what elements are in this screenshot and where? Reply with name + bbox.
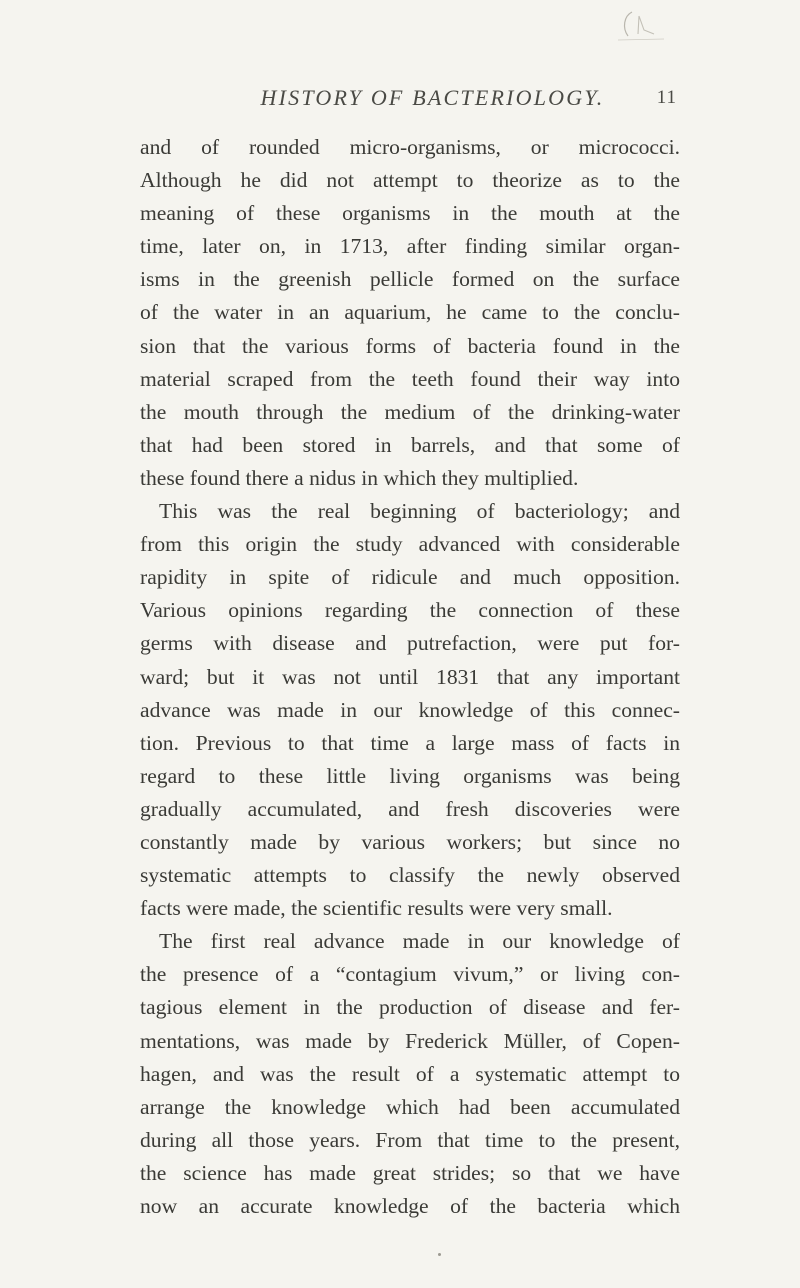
running-title: HISTORY OF BACTERIOLOGY. — [260, 85, 605, 110]
paper-speck — [438, 1253, 441, 1256]
text-line: sion that the various forms of bacteria found in the — [140, 333, 680, 358]
text-line: tion. Previous to that time a large mass of facts in — [140, 730, 680, 755]
text-line: the science has made great strides; so that we have — [140, 1160, 680, 1185]
text-line: gradually accumulated, and fresh discoveries were — [140, 796, 680, 821]
running-head — [140, 78, 677, 114]
text-line: rapidity in spite of ridicule and much opposition. — [140, 565, 680, 590]
text-line: material scraped from the teeth found their way into — [140, 366, 680, 391]
text-line: hagen, and was the result of a systematic attempt to — [140, 1061, 680, 1086]
text-line: now an accurate knowledge of the bacteria which — [140, 1194, 680, 1218]
text-line: the mouth through the medium of the drinking-water — [140, 399, 680, 424]
text-line: This was the real beginning of bacteriology; and — [159, 499, 680, 524]
text-line: isms in the greenish pellicle formed on the surface — [140, 267, 680, 292]
text-line: mentations, was made by Frederick Müller, of Copen- — [140, 1028, 680, 1053]
text-line: advance was made in our knowledge of this connec- — [140, 697, 680, 722]
text-line: germs with disease and putrefaction, were put for- — [140, 631, 680, 656]
body-text — [140, 131, 680, 1223]
text-line: facts were made, the scientific results were very small. — [140, 896, 613, 921]
text-line: during all those years. From that time to the present, — [140, 1127, 680, 1152]
text-line: the presence of a “contagium vivum,” or living con- — [140, 962, 680, 987]
text-line: meaning of these organisms in the mouth at the — [140, 201, 680, 226]
text-line: Various opinions regarding the connection of these — [140, 598, 680, 623]
page-number: 11 — [656, 87, 677, 108]
text-line: constantly made by various workers; but since no — [140, 829, 680, 854]
text-line: of the water in an aquarium, he came to the conclu- — [140, 300, 680, 325]
text-line: tagious element in the production of disease and fer- — [140, 995, 680, 1020]
text-line: these found there a nidus in which they multiplied. — [140, 465, 579, 490]
text-line: regard to these little living organisms was being — [140, 763, 680, 788]
text-line: that had been stored in barrels, and that some of — [140, 432, 680, 457]
text-line: time, later on, in 1713, after finding similar organ- — [140, 234, 680, 259]
text-line: and of rounded micro-organisms, or micrococci. — [140, 135, 680, 159]
text-line: Although he did not attempt to theorize as to the — [140, 168, 680, 193]
text-line: ward; but it was not until 1831 that any important — [140, 664, 680, 689]
pencil-annotation-mark — [608, 6, 668, 46]
text-line: systematic attempts to classify the newly observed — [140, 863, 680, 888]
text-line: The first real advance made in our knowledge of — [159, 929, 680, 954]
text-line: from this origin the study advanced with considerable — [140, 532, 680, 557]
text-line: arrange the knowledge which had been accumulated — [140, 1094, 680, 1119]
